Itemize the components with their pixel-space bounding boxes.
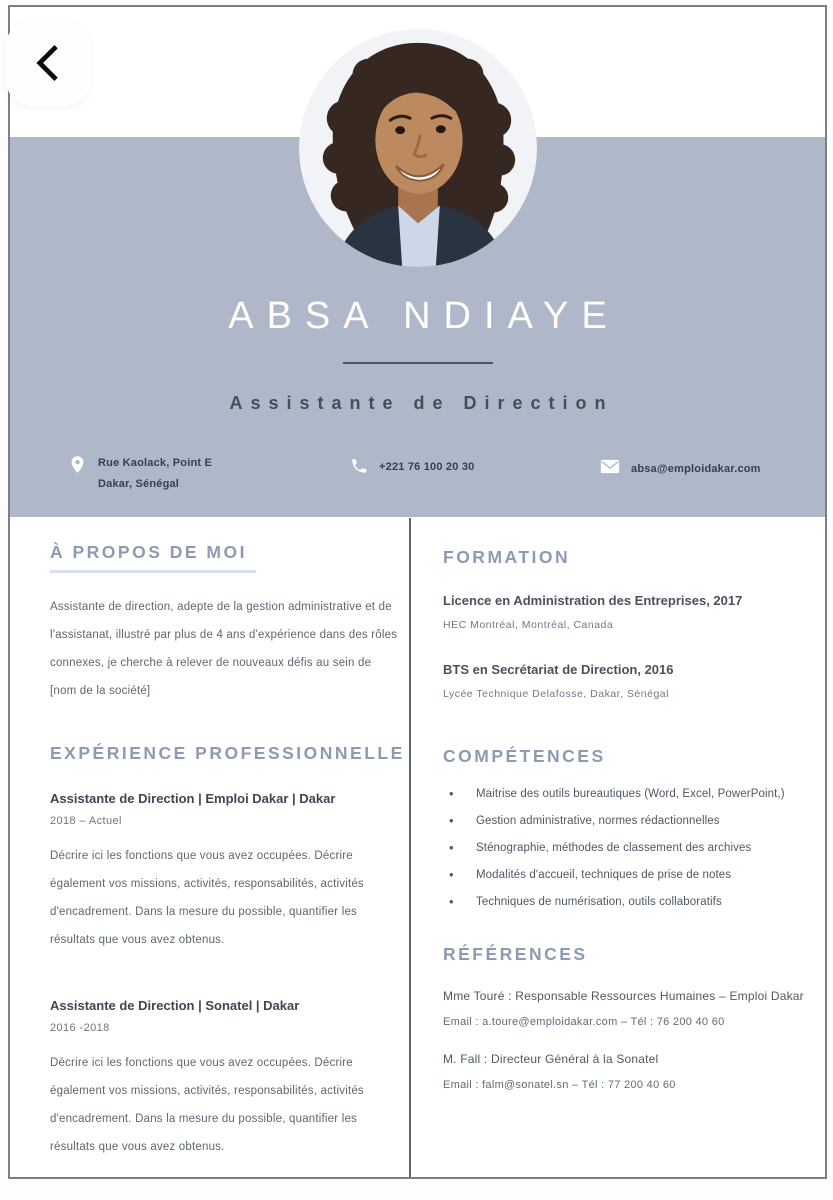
location-pin-icon xyxy=(68,453,87,476)
bullet-icon: • xyxy=(449,786,454,801)
phone-number: +221 76 100 20 30 xyxy=(379,461,475,473)
address-line-2: Dakar, Sénégal xyxy=(98,478,180,490)
formation-section xyxy=(443,547,805,700)
name-divider xyxy=(343,362,493,364)
email-icon xyxy=(600,459,620,474)
school: HEC Montréal, Montréal, Canada xyxy=(443,619,614,631)
address-line-1: Rue Kaolack, Point E xyxy=(98,457,213,469)
reference-entry xyxy=(443,989,805,1028)
experience-section xyxy=(50,743,405,1161)
competences-section xyxy=(443,746,805,908)
job-dates: 2018 – Actuel xyxy=(50,815,122,827)
reference-contact: Email : a.toure@emploidakar.com – Tél : 76 200 40 60 xyxy=(443,1016,725,1028)
portrait-illustration xyxy=(299,29,537,267)
skill-text: Sténographie, méthodes de classement des archives xyxy=(476,842,752,854)
bullet-icon: • xyxy=(449,840,454,855)
reference-name: Mme Touré : Responsable Ressources Humaines – Emploi Dakar xyxy=(443,989,804,1003)
back-button[interactable] xyxy=(6,20,90,106)
reference-name: M. Fall : Directeur Général à la Sonatel xyxy=(443,1052,659,1066)
skills-list xyxy=(443,788,805,908)
skill-item xyxy=(443,842,805,854)
about-section xyxy=(50,542,400,705)
skill-text: Techniques de numérisation, outils collaboratifs xyxy=(476,896,722,908)
left-column xyxy=(50,542,405,1161)
chevron-left-icon xyxy=(26,40,70,86)
skill-text: Gestion administrative, normes rédactionnelles xyxy=(476,815,720,827)
bullet-icon: • xyxy=(449,813,454,828)
contact-email xyxy=(600,459,761,480)
job-entry xyxy=(50,791,400,954)
contact-address xyxy=(98,453,212,495)
profile-photo xyxy=(299,29,537,267)
section-heading-experience: EXPÉRIENCE PROFESSIONNELLE xyxy=(50,743,405,763)
contact-bar xyxy=(10,451,825,511)
bullet-icon: • xyxy=(449,894,454,909)
right-column xyxy=(443,547,805,1091)
about-heading-underline xyxy=(50,570,256,573)
contact-location xyxy=(68,453,212,495)
skill-item xyxy=(443,896,805,908)
job-description: Décrire ici les fonctions que vous avez occupées. Décrire également vos missions, activités, responsabilités, activités d'encadrement. Dans la mesure du possible, quantifier les résultats que vous avez obtenus. xyxy=(50,850,364,946)
skill-item xyxy=(443,788,805,800)
phone-icon xyxy=(350,457,368,475)
section-heading-competences: COMPÉTENCES xyxy=(443,746,606,766)
contact-phone xyxy=(350,457,474,478)
candidate-title: Assistante de Direction xyxy=(229,393,614,413)
education-entry xyxy=(443,593,805,631)
skill-text: Modalités d'accueil, techniques de prise de notes xyxy=(476,869,732,881)
about-text: Assistante de direction, adepte de la gestion administrative et de l'assistanat, illustré par plus de 4 ans d'expérience dans des rôles connexes, je cherche à relever de nouveaux défis au sein de [nom de la société] xyxy=(50,601,398,697)
section-heading-formation: FORMATION xyxy=(443,547,571,567)
degree: BTS en Secrétariat de Direction, 2016 xyxy=(443,662,674,677)
job-entry xyxy=(50,998,400,1161)
job-title: Assistante de Direction | Emploi Dakar | Dakar xyxy=(50,791,336,806)
school: Lycée Technique Delafosse, Dakar, Sénégal xyxy=(443,688,669,700)
resume-page xyxy=(8,5,827,1179)
education-entry xyxy=(443,662,805,700)
job-title: Assistante de Direction | Sonatel | Dakar xyxy=(50,998,300,1013)
bullet-icon: • xyxy=(449,867,454,882)
job-description: Décrire ici les fonctions que vous avez occupées. Décrire également vos missions, activités, responsabilités, activités d'encadrement. Dans la mesure du possible, quantifier les résultats que vous avez obtenus. xyxy=(50,1057,364,1153)
degree: Licence en Administration des Entreprises, 2017 xyxy=(443,593,743,608)
section-heading-references: RÉFÉRENCES xyxy=(443,944,588,964)
section-heading-about: À PROPOS DE MOI xyxy=(50,542,247,562)
references-section xyxy=(443,944,805,1091)
reference-entry xyxy=(443,1052,805,1091)
job-dates: 2016 -2018 xyxy=(50,1022,110,1034)
skill-item xyxy=(443,869,805,881)
reference-contact: Email : falm@sonatel.sn – Tél : 77 200 40 60 xyxy=(443,1079,676,1091)
skill-item xyxy=(443,815,805,827)
email-address: absa@emploidakar.com xyxy=(631,463,761,475)
candidate-name: ABSA NDIAYE xyxy=(228,295,620,337)
column-divider xyxy=(409,518,411,1179)
skill-text: Maitrise des outils bureautiques (Word, Excel, PowerPoint,) xyxy=(476,788,785,800)
